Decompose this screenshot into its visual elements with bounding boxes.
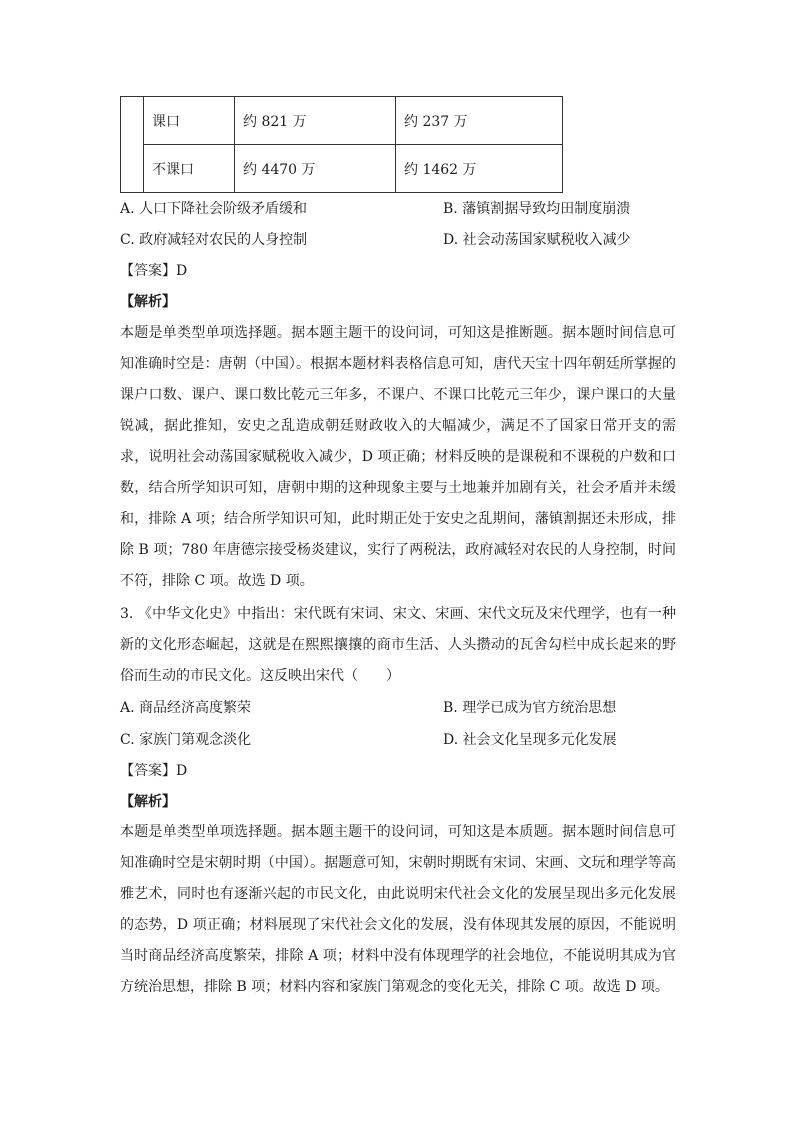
table-cell: 不课口 (144, 145, 235, 193)
q2-analysis-title: 【解析】 (120, 294, 176, 310)
q2-option-b: B. 藩镇割据导致均田制度崩溃 (443, 201, 631, 217)
table-row (121, 97, 563, 145)
table-cell: 约 821 万 (235, 97, 396, 145)
q3-option-a: A. 商品经济高度繁荣 (120, 700, 252, 716)
table-cell: 课口 (144, 97, 235, 145)
table-row (121, 145, 563, 193)
q2-option-a: A. 人口下降社会阶级矛盾缓和 (120, 201, 308, 217)
q2-analysis-text: 本题是单类型单项选择题。据本题主题干的设问词，可知这是推断题。据本题时间信息可知准确时空是：唐朝（中国）。根据本题材料表格信息可知，唐代天宝十四年朝廷所掌握的课户口数、课户、课口数比乾元三年多，不课户、不课口比乾元三年少，课户课口的大量锐减，据此推知，安史之乱造成朝廷财政收入的大幅减少，满足不了国家日常开支的需求，说明社会动荡国家赋税收入减少，D 项正确；材料反映的是课税和不课税的户数和口数，结合所学知识可知，唐朝中期的这种现象主要与土地兼并加剧有关，社会矛盾并未缓和，排除 A 项；结合所学知识可知，此时期正处于安史之乱期间，藩镇割据还未形成，排除 B 项；780 年唐德宗接受杨炎建议，实行了两税法，政府减轻对农民的人身控制，时间不符，排除 C 项。故选 D 项。 (120, 325, 676, 589)
q3-analysis-title: 【解析】 (120, 794, 176, 810)
q2-option-d: D. 社会动荡国家赋税收入减少 (443, 232, 631, 248)
q3-analysis-text: 本题是单类型单项选择题。据本题主题干的设问词，可知这是本质题。据本题时间信息可知准确时空是宋朝时期（中国）。据题意可知，宋朝时期既有宋词、宋画、文玩和理学等高雅艺术，同时也有逐渐兴起的市民文化，由此说明宋代社会文化的发展呈现出多元化发展的态势，D 项正确；材料展现了宋代社会文化的发展，没有体现其发展的原因，不能说明当时商品经济高度繁荣，排除 A 项；材料中没有体现理学的社会地位，不能说明其成为官方统治思想，排除 B 项；材料内容和家族门第观念的变化无关，排除 C 项。故选 D 项。 (120, 824, 676, 995)
population-table (120, 96, 563, 193)
q3-stem: 3. 《中华文化史》中指出：宋代既有宋词、宋文、宋画、宋代文玩及宋代理学，也有一种新的文化形态崛起，这就是在熙熙攘攘的商市生活、人头攒动的瓦舍勾栏中成长起来的野俗而生动的市民文化。这反映出宋代（ ） (120, 606, 676, 684)
q3-option-b: B. 理学已成为官方统治思想 (443, 700, 617, 716)
q2-option-c: C. 政府减轻对农民的人身控制 (120, 232, 308, 248)
table-cell: 约 1462 万 (396, 145, 563, 193)
q3-option-d: D. 社会文化呈现多元化发展 (443, 732, 617, 748)
table-cell: 约 237 万 (396, 97, 563, 145)
table-cell: 约 4470 万 (235, 145, 396, 193)
q3-answer: 【答案】D (120, 763, 188, 779)
table-blank-cell (121, 97, 144, 193)
q3-option-c: C. 家族门第观念淡化 (120, 732, 252, 748)
q2-answer: 【答案】D (120, 263, 188, 279)
